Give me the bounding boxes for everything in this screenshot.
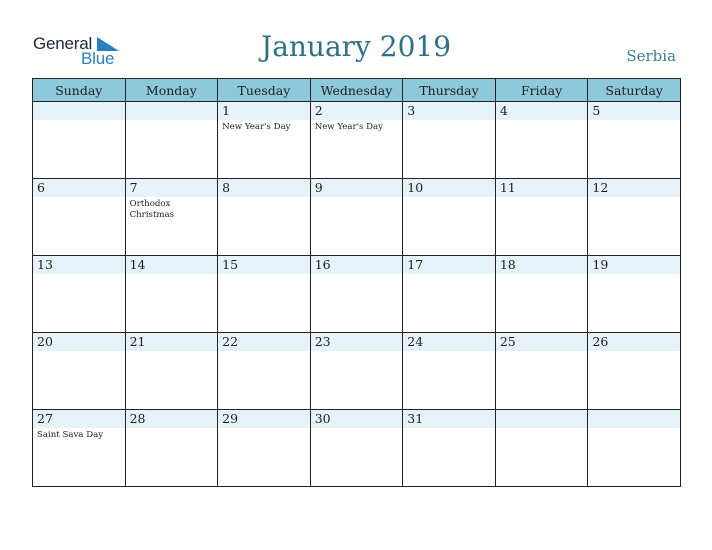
day-cell xyxy=(125,102,218,179)
day-cell xyxy=(588,256,681,333)
day-cell xyxy=(33,102,126,179)
holiday-label xyxy=(403,351,495,353)
day-cell xyxy=(588,102,681,179)
holiday-label xyxy=(403,428,495,430)
day-cell xyxy=(588,333,681,410)
day-number: 15 xyxy=(218,256,310,274)
holiday-label xyxy=(588,197,680,199)
day-cell xyxy=(495,333,588,410)
holiday-label xyxy=(218,351,310,353)
holiday-label xyxy=(126,274,218,276)
holiday-label xyxy=(588,428,680,430)
day-cell xyxy=(125,410,218,487)
holiday-label xyxy=(588,351,680,353)
holiday-label: Saint Sava Day xyxy=(37,430,104,440)
day-cell xyxy=(495,179,588,256)
holiday-label xyxy=(403,197,495,199)
weekday-header: Tuesday xyxy=(218,79,311,102)
day-number: 8 xyxy=(218,179,310,197)
day-number: 30 xyxy=(311,410,403,428)
day-number: 31 xyxy=(403,410,495,428)
day-cell xyxy=(125,333,218,410)
logo-blue-text: Blue xyxy=(81,49,115,68)
day-cell xyxy=(588,179,681,256)
holiday-label xyxy=(218,197,310,199)
holiday-label xyxy=(496,428,588,430)
holiday-label xyxy=(496,351,588,353)
day-cell xyxy=(310,256,403,333)
day-number: 2 xyxy=(311,102,403,120)
calendar-grid xyxy=(32,78,681,487)
day-cell xyxy=(310,179,403,256)
holiday-label: Orthodox Christmas xyxy=(129,199,175,220)
day-number: 14 xyxy=(126,256,218,274)
day-number: 21 xyxy=(126,333,218,351)
day-number: 22 xyxy=(218,333,310,351)
holiday-label xyxy=(311,428,403,430)
weekday-header: Friday xyxy=(495,79,588,102)
week-row xyxy=(33,410,681,487)
holiday-label xyxy=(126,428,218,430)
day-number: 7 xyxy=(126,179,218,197)
holiday-label xyxy=(588,274,680,276)
holiday-label xyxy=(403,274,495,276)
holiday-label xyxy=(33,274,125,276)
day-number: 20 xyxy=(33,333,125,351)
week-row xyxy=(33,179,681,256)
day-number xyxy=(588,410,680,428)
holiday-label xyxy=(496,274,588,276)
day-cell xyxy=(403,179,496,256)
day-cell xyxy=(218,102,311,179)
day-cell xyxy=(33,410,126,487)
holiday-label: New Year's Day xyxy=(222,122,291,132)
day-number: 6 xyxy=(33,179,125,197)
holiday-label xyxy=(218,428,310,430)
day-number: 29 xyxy=(218,410,310,428)
day-number xyxy=(126,102,218,120)
day-number: 10 xyxy=(403,179,495,197)
day-number: 13 xyxy=(33,256,125,274)
day-number: 25 xyxy=(496,333,588,351)
week-row xyxy=(33,333,681,410)
day-number xyxy=(496,410,588,428)
day-cell xyxy=(310,333,403,410)
day-number: 17 xyxy=(403,256,495,274)
day-cell xyxy=(33,256,126,333)
holiday-label xyxy=(496,120,588,122)
holiday-label xyxy=(311,197,403,199)
day-cell xyxy=(218,179,311,256)
day-number: 18 xyxy=(496,256,588,274)
day-cell xyxy=(125,256,218,333)
day-cell xyxy=(403,333,496,410)
day-cell xyxy=(495,102,588,179)
day-cell xyxy=(310,102,403,179)
weekday-header: Thursday xyxy=(403,79,496,102)
day-number: 28 xyxy=(126,410,218,428)
day-number: 27 xyxy=(33,410,125,428)
day-number: 1 xyxy=(218,102,310,120)
weekday-header: Saturday xyxy=(588,79,681,102)
day-number: 19 xyxy=(588,256,680,274)
day-cell xyxy=(218,410,311,487)
holiday-label xyxy=(33,197,125,199)
holiday-label xyxy=(311,351,403,353)
day-number: 9 xyxy=(311,179,403,197)
day-number xyxy=(33,102,125,120)
week-row xyxy=(33,102,681,179)
weekday-header: Sunday xyxy=(33,79,126,102)
holiday-label: New Year's Day xyxy=(314,122,383,132)
day-cell xyxy=(403,410,496,487)
day-cell xyxy=(310,410,403,487)
holiday-label xyxy=(403,120,495,122)
day-number: 3 xyxy=(403,102,495,120)
day-cell xyxy=(218,333,311,410)
day-cell xyxy=(218,256,311,333)
week-row xyxy=(33,256,681,333)
holiday-label xyxy=(218,274,310,276)
day-number: 12 xyxy=(588,179,680,197)
holiday-label xyxy=(588,120,680,122)
day-number: 11 xyxy=(496,179,588,197)
day-cell xyxy=(403,102,496,179)
day-number: 23 xyxy=(311,333,403,351)
day-number: 26 xyxy=(588,333,680,351)
holiday-label xyxy=(126,120,218,122)
weekday-header: Wednesday xyxy=(310,79,403,102)
day-cell xyxy=(403,256,496,333)
weekday-header-row xyxy=(33,79,681,102)
day-cell xyxy=(33,179,126,256)
weekday-header: Monday xyxy=(125,79,218,102)
country-label: Serbia xyxy=(626,47,676,65)
holiday-label xyxy=(496,197,588,199)
day-cell xyxy=(495,410,588,487)
day-cell xyxy=(33,333,126,410)
day-cell xyxy=(125,179,218,256)
day-number: 5 xyxy=(588,102,680,120)
day-number: 24 xyxy=(403,333,495,351)
holiday-label xyxy=(311,274,403,276)
day-number: 4 xyxy=(496,102,588,120)
day-cell xyxy=(588,410,681,487)
logo-general-text: General xyxy=(33,34,93,53)
day-cell xyxy=(495,256,588,333)
holiday-label xyxy=(33,120,125,122)
day-number: 16 xyxy=(311,256,403,274)
holiday-label xyxy=(33,351,125,353)
holiday-label xyxy=(126,351,218,353)
page-title: January 2019 xyxy=(260,30,452,63)
